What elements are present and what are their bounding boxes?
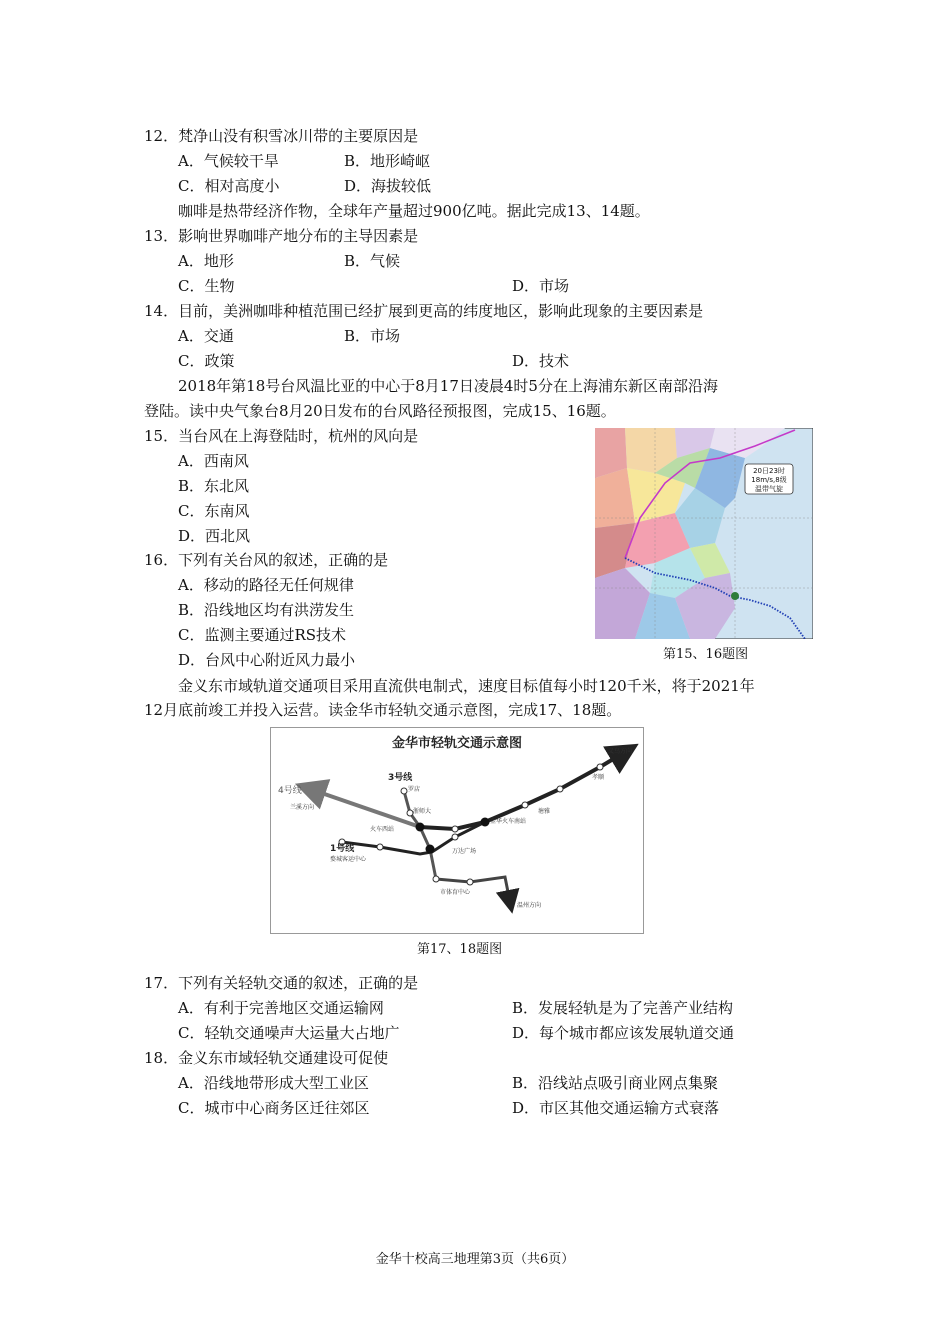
q12-option-a: A．气候较干旱 [178, 152, 279, 170]
rail-transit-map [270, 727, 644, 934]
q16-stem: 16．下列有关台风的叙述，正确的是 [144, 551, 389, 569]
label-luodian: 罗店 [408, 786, 421, 793]
q13-option-d: D．市场 [512, 277, 570, 295]
intro-13-14: 咖啡是热带经济作物，全球年产量超过900亿吨。据此完成13、14题。 [178, 202, 650, 220]
q14-option-a: A．交通 [178, 327, 234, 345]
q18-option-c: C．城市中心商务区迁往郊区 [178, 1099, 370, 1117]
q15-stem: 15．当台风在上海登陆时，杭州的风向是 [144, 427, 419, 445]
q15-option-d: D．西北风 [178, 527, 251, 545]
label-zheshida: 浙师大 [413, 808, 432, 815]
label-tangya: 塘雅 [538, 808, 551, 815]
label-huochexi: 火车西站 [370, 826, 395, 833]
q12-option-b: B．地形崎岖 [344, 152, 431, 170]
q15-option-b: B．东北风 [178, 477, 250, 495]
page-footer: 金华十校高三地理第3页（共6页） [375, 1252, 575, 1267]
q17-option-c: C．轻轨交通噪声大运量大占地广 [178, 1024, 400, 1042]
q14-option-c: C．政策 [178, 352, 235, 370]
label-wanda: 万达广场 [452, 848, 477, 855]
q16-option-b: B．沿线地区均有洪涝发生 [178, 601, 355, 619]
label-yiwu: 义乌方向 [608, 748, 633, 755]
q16-option-c: C．监测主要通过RS技术 [178, 626, 347, 644]
intro-15-16-line1: 2018年第18号台风温比亚的中心于8月17日凌晨4时5分在上海浦东新区南部沿海 [178, 377, 718, 395]
label-lanxi: 兰溪方向 [290, 804, 315, 811]
typhoon-map-caption: 第15、16题图 [663, 647, 749, 662]
label-line1: 1号线 [330, 844, 355, 854]
label-kecheng: 婺城客运中心 [330, 856, 367, 863]
intro-17-18-line1: 金义东市域轨道交通项目采用直流供电制式，速度目标值每小时120千米，将于2021年 [178, 677, 755, 695]
q12-stem: 12．梵净山没有积雪冰川带的主要原因是 [144, 127, 419, 145]
label-tiyu: 市体育中心 [440, 889, 471, 896]
q12-option-d: D．海拔较低 [344, 177, 432, 195]
q17-stem: 17．下列有关轻轨交通的叙述，正确的是 [144, 974, 419, 992]
q17-option-b: B．发展轻轨是为了完善产业结构 [512, 999, 734, 1017]
label-line4: 4号线 [278, 786, 302, 796]
q18-option-b: B．沿线站点吸引商业网点集聚 [512, 1074, 719, 1092]
q13-option-c: C．生物 [178, 277, 235, 295]
label-line3: 3号线 [388, 773, 413, 783]
q17-option-d: D．每个城市都应该发展轨道交通 [512, 1024, 735, 1042]
q13-stem: 13．影响世界咖啡产地分布的主导因素是 [144, 227, 419, 245]
q18-stem: 18．金义东市域轻轨交通建设可促使 [144, 1049, 389, 1067]
q15-option-a: A．西南风 [178, 452, 249, 470]
label-wenzhou: 温州方向 [517, 902, 542, 909]
q17-option-a: A．有利于完善地区交通运输网 [178, 999, 384, 1017]
typhoon-label-type: 温带气旋 [755, 485, 783, 493]
intro-17-18-line2: 12月底前竣工并投入运营。读金华市轻轨交通示意图，完成17、18题。 [144, 701, 622, 719]
q18-option-d: D．市区其他交通运输方式衰落 [512, 1099, 720, 1117]
q14-stem: 14．目前，美洲咖啡种植范围已经扩展到更高的纬度地区，影响此现象的主要因素是 [144, 302, 704, 320]
typhoon-track-map [595, 428, 813, 639]
q13-option-a: A．地形 [178, 252, 234, 270]
typhoon-label-wind: 18m/s,8级 [751, 476, 787, 484]
q15-option-c: C．东南风 [178, 502, 250, 520]
rail-map-caption: 第17、18题图 [417, 942, 503, 957]
q18-option-a: A．沿线地带形成大型工业区 [178, 1074, 369, 1092]
q13-option-b: B．气候 [344, 252, 401, 270]
typhoon-label-time: 20日23时 [753, 467, 785, 475]
q12-option-c: C．相对高度小 [178, 177, 280, 195]
intro-15-16-line2: 登陆。读中央气象台8月20日发布的台风路径预报图，完成15、16题。 [144, 402, 616, 420]
q16-option-d: D．台风中心附近风力最小 [178, 651, 356, 669]
q14-option-d: D．技术 [512, 352, 570, 370]
rail-map-title: 金华市轻轨交通示意图 [391, 736, 523, 751]
label-xiaoshun: 孝顺 [592, 774, 605, 781]
q14-option-b: B．市场 [344, 327, 401, 345]
q16-option-a: A．移动的路径无任何规律 [178, 576, 354, 594]
label-jinhuanan: 金华火车南站 [490, 818, 527, 825]
